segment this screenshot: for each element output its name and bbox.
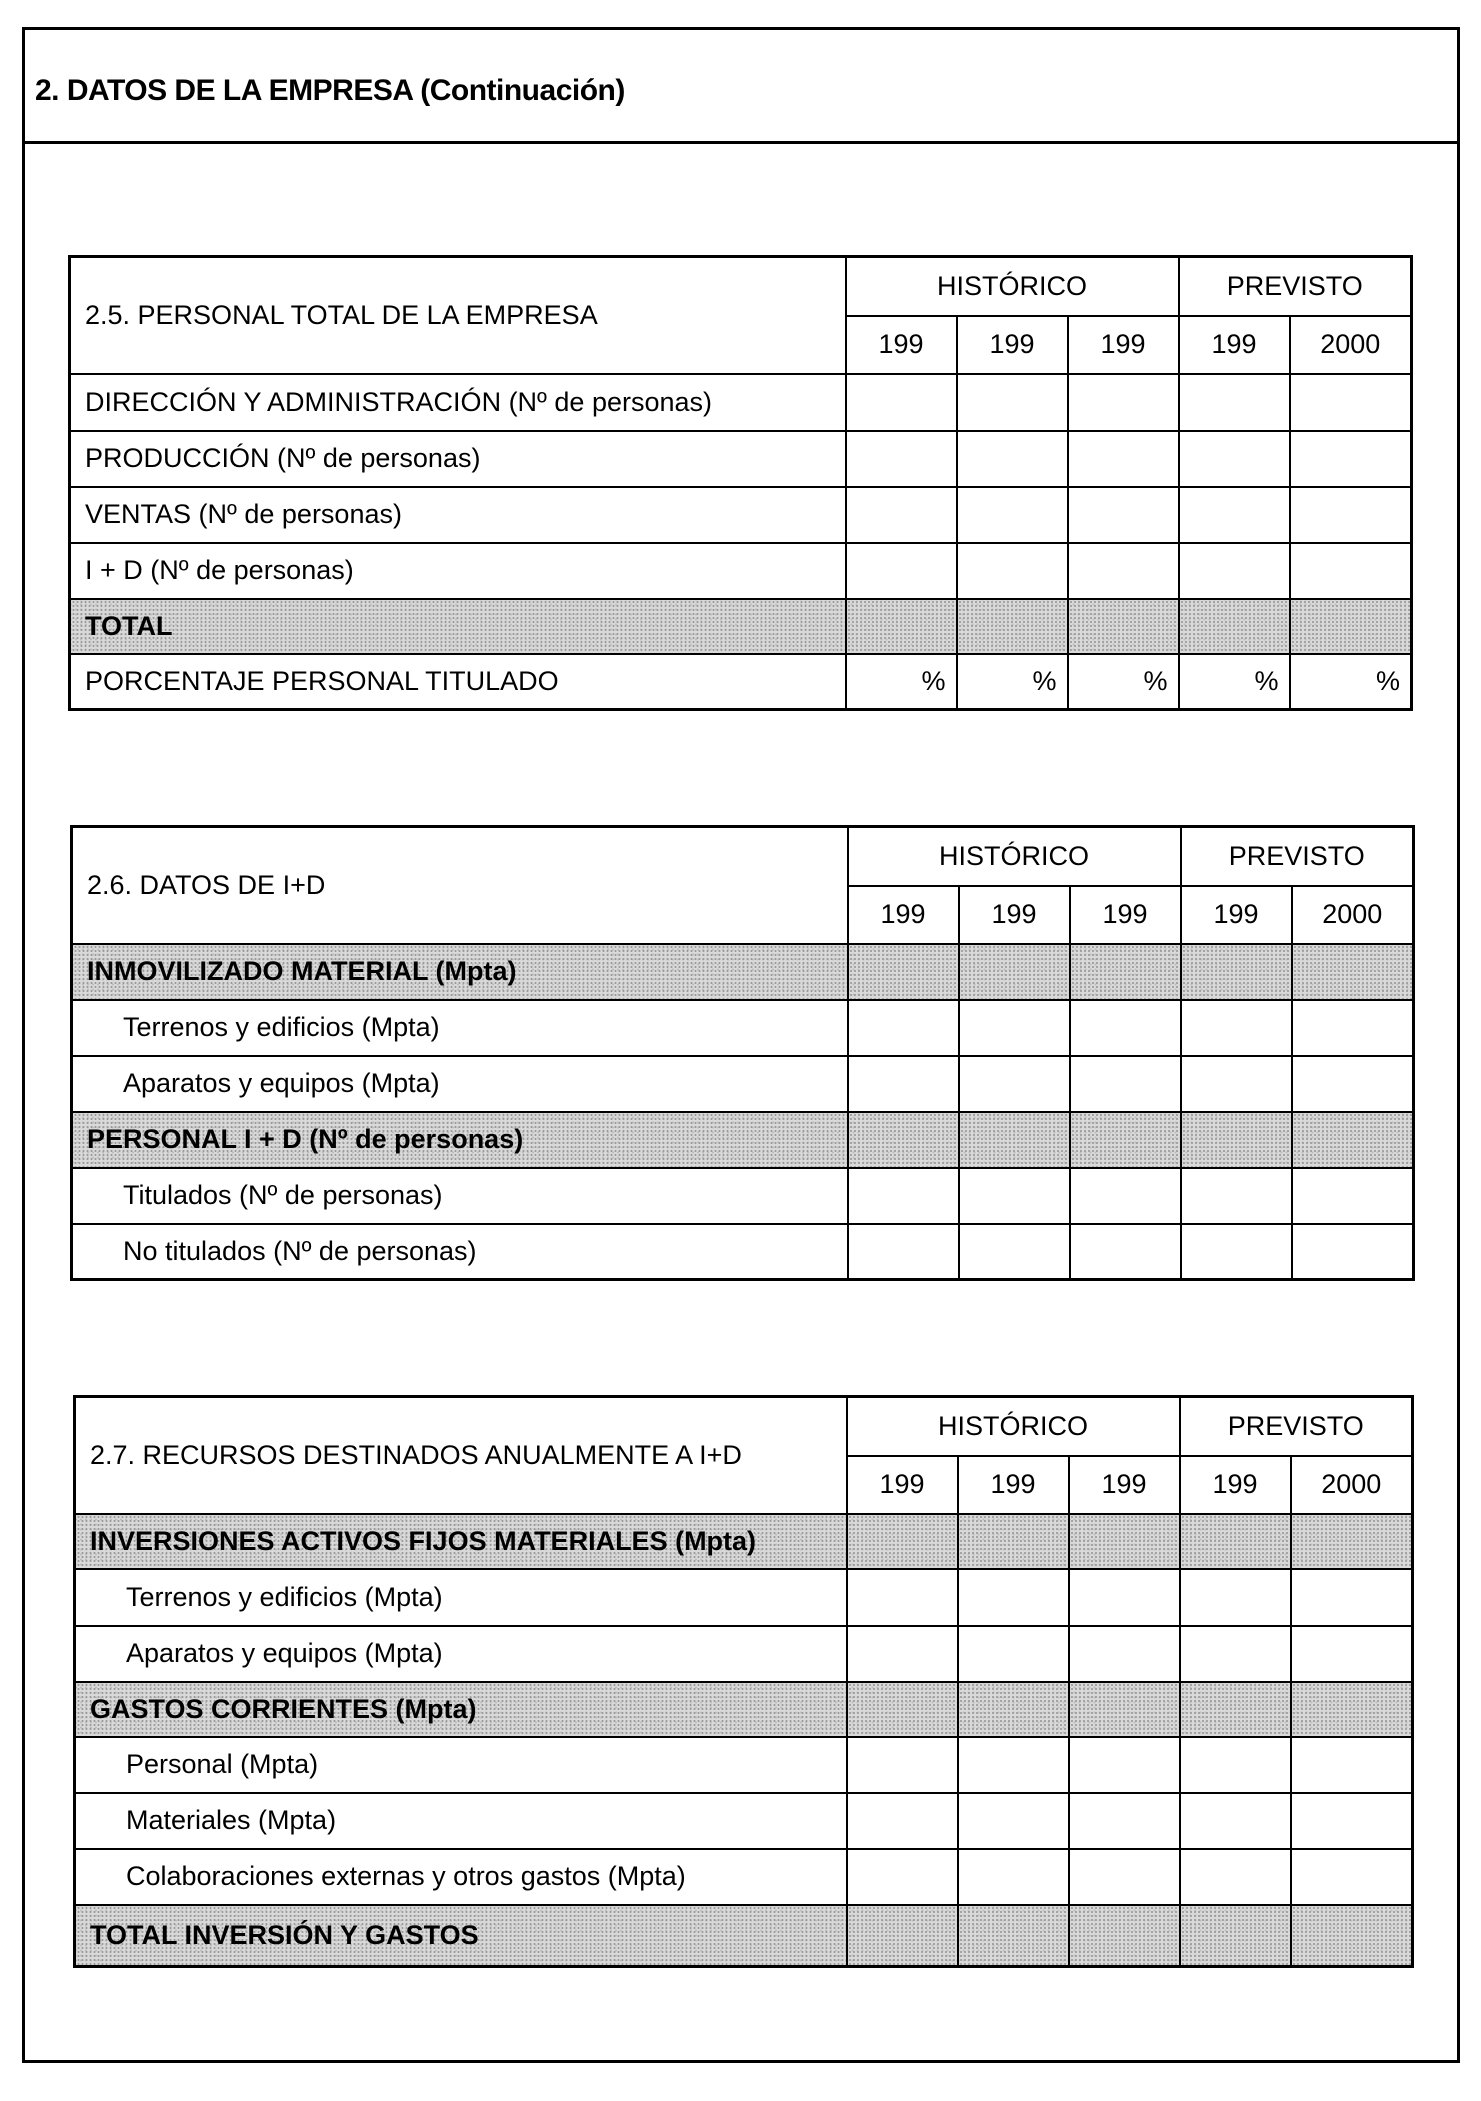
shaded-cell xyxy=(1180,1514,1291,1569)
shaded-cell xyxy=(846,599,957,654)
input-cell[interactable] xyxy=(848,1056,959,1112)
input-cell[interactable] xyxy=(1070,1168,1181,1224)
shaded-cell xyxy=(847,1514,958,1569)
input-cell[interactable] xyxy=(1292,1224,1414,1280)
form-header xyxy=(25,30,1457,144)
input-cell[interactable] xyxy=(1069,1793,1180,1849)
row-label: DIRECCIÓN Y ADMINISTRACIÓN (Nº de personas) xyxy=(70,374,846,431)
input-cell[interactable] xyxy=(1290,374,1412,431)
shaded-cell xyxy=(848,1112,959,1168)
year-header: 199 xyxy=(1070,886,1181,944)
input-cell[interactable] xyxy=(1181,1224,1292,1280)
table-2-5-personal-total xyxy=(68,255,1413,711)
input-cell[interactable] xyxy=(846,374,957,431)
input-cell[interactable] xyxy=(1180,1626,1291,1682)
row-label: Aparatos y equipos (Mpta) xyxy=(72,1056,848,1112)
row-label: No titulados (Nº de personas) xyxy=(72,1224,848,1280)
page-title: 2. DATOS DE LA EMPRESA (Continuación) xyxy=(35,74,625,107)
year-header: 2000 xyxy=(1292,886,1414,944)
input-cell[interactable] xyxy=(1068,374,1179,431)
input-cell[interactable] xyxy=(958,1737,1069,1793)
section-title: 2.7. RECURSOS DESTINADOS ANUALMENTE A I+D xyxy=(75,1397,847,1514)
year-header: 199 xyxy=(846,316,957,374)
input-cell[interactable] xyxy=(1068,487,1179,543)
shaded-cell xyxy=(958,1514,1069,1569)
input-cell[interactable] xyxy=(1290,487,1412,543)
row-label: Materiales (Mpta) xyxy=(75,1793,847,1849)
shaded-cell xyxy=(1069,1905,1180,1967)
input-cell[interactable] xyxy=(1179,374,1290,431)
row-label: PORCENTAJE PERSONAL TITULADO xyxy=(70,654,846,710)
input-cell[interactable] xyxy=(958,1793,1069,1849)
group-row-label: INVERSIONES ACTIVOS FIJOS MATERIALES (Mpta) xyxy=(75,1514,847,1569)
shaded-cell xyxy=(1181,944,1292,1000)
shaded-cell xyxy=(959,1112,1070,1168)
row-label: Titulados (Nº de personas) xyxy=(72,1168,848,1224)
percent-cell[interactable]: % xyxy=(957,654,1068,710)
group-row-label: PERSONAL I + D (Nº de personas) xyxy=(72,1112,848,1168)
year-header: 199 xyxy=(1068,316,1179,374)
input-cell[interactable] xyxy=(846,543,957,599)
input-cell[interactable] xyxy=(1069,1569,1180,1626)
historico-header: HISTÓRICO xyxy=(847,1397,1180,1456)
shaded-cell xyxy=(1292,944,1414,1000)
input-cell[interactable] xyxy=(958,1569,1069,1626)
input-cell[interactable] xyxy=(1070,1056,1181,1112)
total-row-label: TOTAL xyxy=(70,599,846,654)
previsto-header: PREVISTO xyxy=(1179,257,1412,316)
input-cell[interactable] xyxy=(1180,1849,1291,1905)
input-cell[interactable] xyxy=(1291,1849,1413,1905)
input-cell[interactable] xyxy=(958,1626,1069,1682)
input-cell[interactable] xyxy=(959,1168,1070,1224)
input-cell[interactable] xyxy=(1290,431,1412,487)
percent-cell[interactable]: % xyxy=(846,654,957,710)
year-header: 199 xyxy=(1069,1456,1180,1514)
year-header: 199 xyxy=(958,1456,1069,1514)
input-cell[interactable] xyxy=(1069,1737,1180,1793)
input-cell[interactable] xyxy=(959,1000,1070,1056)
input-cell[interactable] xyxy=(1068,431,1179,487)
year-header: 2000 xyxy=(1290,316,1412,374)
row-label: PRODUCCIÓN (Nº de personas) xyxy=(70,431,846,487)
shaded-cell xyxy=(1291,1682,1413,1737)
historico-header: HISTÓRICO xyxy=(848,827,1181,886)
input-cell[interactable] xyxy=(1292,1056,1414,1112)
shaded-cell xyxy=(959,944,1070,1000)
input-cell[interactable] xyxy=(957,487,1068,543)
shaded-cell xyxy=(1291,1905,1413,1967)
shaded-cell xyxy=(1180,1905,1291,1967)
input-cell[interactable] xyxy=(1292,1000,1414,1056)
input-cell[interactable] xyxy=(847,1569,958,1626)
row-label: Aparatos y equipos (Mpta) xyxy=(75,1626,847,1682)
input-cell[interactable] xyxy=(848,1168,959,1224)
shaded-cell xyxy=(1070,1112,1181,1168)
input-cell[interactable] xyxy=(1180,1793,1291,1849)
input-cell[interactable] xyxy=(1181,1168,1292,1224)
input-cell[interactable] xyxy=(1291,1793,1413,1849)
input-cell[interactable] xyxy=(848,1224,959,1280)
percent-cell[interactable]: % xyxy=(1068,654,1179,710)
input-cell[interactable] xyxy=(959,1056,1070,1112)
input-cell[interactable] xyxy=(1179,431,1290,487)
input-cell[interactable] xyxy=(1070,1224,1181,1280)
shaded-cell xyxy=(1068,599,1179,654)
input-cell[interactable] xyxy=(1291,1737,1413,1793)
shaded-cell xyxy=(958,1682,1069,1737)
input-cell[interactable] xyxy=(1291,1626,1413,1682)
input-cell[interactable] xyxy=(1068,543,1179,599)
input-cell[interactable] xyxy=(957,543,1068,599)
shaded-cell xyxy=(1290,599,1412,654)
input-cell[interactable] xyxy=(1069,1626,1180,1682)
percent-cell[interactable]: % xyxy=(1290,654,1412,710)
shaded-cell xyxy=(847,1682,958,1737)
shaded-cell xyxy=(1069,1682,1180,1737)
year-header: 199 xyxy=(1181,886,1292,944)
year-header: 199 xyxy=(847,1456,958,1514)
input-cell[interactable] xyxy=(1180,1569,1291,1626)
percent-cell[interactable]: % xyxy=(1179,654,1290,710)
input-cell[interactable] xyxy=(1070,1000,1181,1056)
input-cell[interactable] xyxy=(848,1000,959,1056)
group-row-label: GASTOS CORRIENTES (Mpta) xyxy=(75,1682,847,1737)
shaded-cell xyxy=(1291,1514,1413,1569)
row-label: Personal (Mpta) xyxy=(75,1737,847,1793)
row-label: Terrenos y edificios (Mpta) xyxy=(75,1569,847,1626)
shaded-cell xyxy=(957,599,1068,654)
shaded-cell xyxy=(847,1905,958,1967)
input-cell[interactable] xyxy=(1181,1000,1292,1056)
input-cell[interactable] xyxy=(1179,543,1290,599)
year-header: 2000 xyxy=(1291,1456,1413,1514)
year-header: 199 xyxy=(957,316,1068,374)
input-cell[interactable] xyxy=(1291,1569,1413,1626)
row-label: I + D (Nº de personas) xyxy=(70,543,846,599)
section-title: 2.6. DATOS DE I+D xyxy=(72,827,848,944)
input-cell[interactable] xyxy=(959,1224,1070,1280)
row-label: VENTAS (Nº de personas) xyxy=(70,487,846,543)
input-cell[interactable] xyxy=(847,1849,958,1905)
previsto-header: PREVISTO xyxy=(1181,827,1414,886)
input-cell[interactable] xyxy=(847,1737,958,1793)
shaded-cell xyxy=(1181,1112,1292,1168)
input-cell[interactable] xyxy=(1292,1168,1414,1224)
shaded-cell xyxy=(848,944,959,1000)
shaded-cell xyxy=(958,1905,1069,1967)
input-cell[interactable] xyxy=(847,1626,958,1682)
historico-header: HISTÓRICO xyxy=(846,257,1179,316)
input-cell[interactable] xyxy=(1069,1849,1180,1905)
group-row-label: INMOVILIZADO MATERIAL (Mpta) xyxy=(72,944,848,1000)
row-label: Colaboraciones externas y otros gastos (Mpta) xyxy=(75,1849,847,1905)
year-header: 199 xyxy=(848,886,959,944)
row-label: Terrenos y edificios (Mpta) xyxy=(72,1000,848,1056)
shaded-cell xyxy=(1179,599,1290,654)
total-row-label: TOTAL INVERSIÓN Y GASTOS xyxy=(75,1905,847,1967)
section-title: 2.5. PERSONAL TOTAL DE LA EMPRESA xyxy=(70,257,846,374)
previsto-header: PREVISTO xyxy=(1180,1397,1413,1456)
year-header: 199 xyxy=(959,886,1070,944)
input-cell[interactable] xyxy=(846,431,957,487)
table-2-7-recursos-id xyxy=(73,1395,1414,1968)
input-cell[interactable] xyxy=(847,1793,958,1849)
input-cell[interactable] xyxy=(958,1849,1069,1905)
input-cell[interactable] xyxy=(1290,543,1412,599)
input-cell[interactable] xyxy=(957,431,1068,487)
table-2-6-datos-id xyxy=(70,825,1415,1281)
input-cell[interactable] xyxy=(1179,487,1290,543)
year-header: 199 xyxy=(1180,1456,1291,1514)
input-cell[interactable] xyxy=(1181,1056,1292,1112)
input-cell[interactable] xyxy=(846,487,957,543)
shaded-cell xyxy=(1069,1514,1180,1569)
shaded-cell xyxy=(1070,944,1181,1000)
shaded-cell xyxy=(1292,1112,1414,1168)
input-cell[interactable] xyxy=(1180,1737,1291,1793)
year-header: 199 xyxy=(1179,316,1290,374)
shaded-cell xyxy=(1180,1682,1291,1737)
input-cell[interactable] xyxy=(957,374,1068,431)
